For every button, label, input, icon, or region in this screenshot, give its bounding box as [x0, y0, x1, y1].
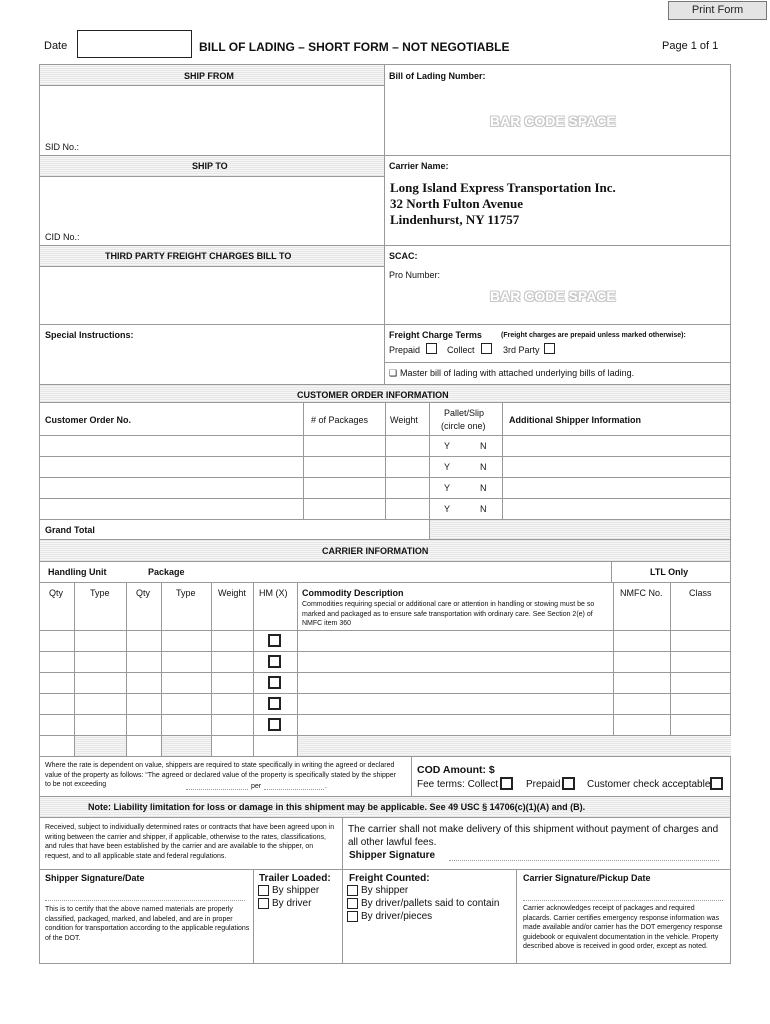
date-input[interactable]: [77, 30, 192, 58]
col-commodity: Commodity Description: [302, 588, 404, 598]
hm-checkbox[interactable]: [268, 718, 281, 731]
trailer-by-shipper-label: By shipper: [272, 885, 320, 896]
freight-counted-label: Freight Counted:: [349, 873, 430, 884]
carrier-signature-label: Carrier Signature/Pickup Date: [523, 873, 651, 883]
freight-terms-label: Freight Charge Terms: [389, 330, 482, 340]
carrier-acknowledgement: Carrier acknowledges receipt of packages and required placards. Carrier certifies emergency response information was made available and/or carrier has the DOT emergency response guidebook or equivalent documentation in the vehicle. Property described above is received in good order, except as noted.: [523, 905, 723, 950]
pallet-yes[interactable]: Y: [444, 441, 451, 451]
third-party-label: 3rd Party: [503, 345, 540, 355]
collect-label: Collect: [447, 345, 475, 355]
table-row[interactable]: [40, 457, 730, 477]
trailer-by-driver-checkbox[interactable]: [258, 898, 269, 909]
customer-check-checkbox[interactable]: [710, 777, 723, 790]
shipper-signature-label: Shipper Signature: [349, 850, 436, 861]
hm-checkbox[interactable]: [268, 634, 281, 647]
third-party-heading: THIRD PARTY FREIGHT CHARGES BILL TO: [105, 251, 292, 261]
col-type-2: Type: [176, 588, 196, 598]
col-qty-2: Qty: [136, 588, 151, 598]
table-row[interactable]: [40, 436, 730, 456]
col-customer-order-no: Customer Order No.: [45, 415, 132, 425]
fee-prepaid-checkbox[interactable]: [562, 777, 575, 790]
counted-by-shipper-checkbox[interactable]: [347, 885, 358, 896]
page-number: Page 1 of 1: [662, 40, 719, 52]
ship-to-heading: SHIP TO: [192, 161, 228, 171]
ship-to-field[interactable]: [40, 177, 384, 227]
pallet-yes[interactable]: Y: [444, 483, 451, 493]
date-label: Date: [44, 40, 68, 52]
hm-checkbox[interactable]: [268, 697, 281, 710]
master-bol-checkbox[interactable]: ❑: [389, 368, 398, 378]
col-qty-1: Qty: [49, 588, 64, 598]
shipper-signature-date-label: Shipper Signature/Date: [45, 873, 145, 883]
trailer-loaded-label: Trailer Loaded:: [259, 873, 331, 884]
trailer-by-shipper-checkbox[interactable]: [258, 885, 269, 896]
col-weight: Weight: [390, 415, 418, 425]
shipper-certification: This is to certify that the above named materials are properly classified, packaged, marked, and labeled, and are in proper condition for transportation according to the applicable regulations of the DOT.: [45, 906, 250, 942]
hm-checkbox[interactable]: [268, 676, 281, 689]
fee-prepaid-label: Prepaid: [526, 779, 561, 790]
counted-by-driver-pieces-label: By driver/pieces: [361, 911, 433, 922]
carrier-city: Lindenhurst, NY 11757: [390, 212, 520, 227]
counted-by-driver-pallets-checkbox[interactable]: [347, 898, 358, 909]
table-row[interactable]: [40, 478, 730, 498]
third-party-field[interactable]: [40, 267, 384, 322]
col-weight: Weight: [218, 588, 246, 598]
col-circle-one: (circle one): [441, 421, 486, 431]
liability-note: Note: Liability limitation for loss or damage in this shipment may be applicable. See 49 USC § 14706(c)(1)(A) and (B).: [88, 802, 586, 812]
valuation-text: Where the rate is dependent on value, shippers are required to state specifically in writing the agreed or declared value of the property as follows: “The agreed or declared value of the property is specifically stated by the shipper to be not exceeding: [45, 762, 396, 788]
pallet-no[interactable]: N: [480, 462, 487, 472]
prepaid-checkbox[interactable]: [426, 343, 437, 354]
pro-bar-code-space: BAR CODE SPACE: [490, 288, 616, 304]
col-pallet-slip: Pallet/Slip: [444, 408, 485, 418]
pallet-yes[interactable]: Y: [444, 462, 451, 472]
cod-amount-label: COD Amount: $: [417, 764, 495, 776]
shipper-signature-date-field[interactable]: [45, 886, 245, 900]
bar-code-space: BAR CODE SPACE: [490, 113, 616, 129]
handling-unit-header: Handling Unit: [48, 567, 107, 577]
document-title: BILL OF LADING – SHORT FORM – NOT NEGOTIABLE: [199, 40, 510, 54]
third-party-checkbox[interactable]: [544, 343, 555, 354]
prepaid-label: Prepaid: [389, 345, 421, 355]
col-nmfc: NMFC No.: [620, 588, 663, 598]
table-row[interactable]: [40, 499, 730, 519]
special-instructions-field[interactable]: [40, 342, 384, 384]
shipper-signature-field[interactable]: [449, 846, 719, 860]
carrier-name-label: Carrier Name:: [389, 161, 449, 171]
counted-by-shipper-label: By shipper: [361, 885, 409, 896]
col-hm: HM (X): [259, 588, 288, 598]
bol-number-label: Bill of Lading Number:: [389, 71, 486, 81]
pallet-yes[interactable]: Y: [444, 504, 451, 514]
cid-label: CID No.:: [45, 232, 80, 242]
hm-checkbox[interactable]: [268, 655, 281, 668]
ltl-only-header: LTL Only: [650, 567, 689, 577]
carrier-street: 32 North Fulton Avenue: [390, 196, 524, 211]
pallet-no[interactable]: N: [480, 441, 487, 451]
fee-collect-checkbox[interactable]: [500, 777, 513, 790]
commodity-note: Commodities requiring special or additional care or attention in handling or stowing must be so marked and packaged as to ensure safe transportation with ordinary care. See Section 2(e) of NMFC item 360: [302, 601, 595, 627]
master-bol-text: Master bill of lading with attached underlying bills of lading.: [400, 368, 635, 378]
col-type-1: Type: [90, 588, 110, 598]
col-packages: # of Packages: [311, 415, 369, 425]
customer-order-heading: CUSTOMER ORDER INFORMATION: [297, 390, 449, 400]
freight-terms-note: (Freight charges are prepaid unless marked otherwise):: [501, 332, 686, 339]
valuation-period: .: [325, 783, 327, 790]
ship-from-field[interactable]: [40, 86, 384, 138]
sid-label: SID No.:: [45, 142, 80, 152]
col-class: Class: [689, 588, 712, 598]
valuation-per: per: [251, 783, 262, 790]
scac-label: SCAC:: [389, 251, 418, 261]
grand-total-label: Grand Total: [45, 525, 95, 535]
customer-check-label: Customer check acceptable: [587, 779, 711, 790]
carrier-name: Long Island Express Transportation Inc.: [390, 180, 616, 195]
no-delivery-text: The carrier shall not make delivery of this shipment without payment of charges and all other lawful fees.: [348, 824, 719, 848]
counted-by-driver-pallets-label: By driver/pallets said to contain: [361, 898, 500, 909]
fee-terms-label: Fee terms: Collect: [417, 779, 499, 790]
package-header: Package: [148, 567, 185, 577]
bol-number-field[interactable]: [490, 68, 720, 84]
special-instructions-label: Special Instructions:: [45, 330, 134, 340]
col-additional-info: Additional Shipper Information: [509, 415, 641, 425]
counted-by-driver-pieces-checkbox[interactable]: [347, 911, 358, 922]
carrier-signature-field[interactable]: [523, 886, 723, 900]
pallet-no[interactable]: N: [480, 483, 487, 493]
pro-number-label: Pro Number:: [389, 270, 441, 280]
carrier-info-heading: CARRIER INFORMATION: [322, 546, 429, 556]
ship-from-heading: SHIP FROM: [184, 71, 234, 81]
collect-checkbox[interactable]: [481, 343, 492, 354]
print-form-button[interactable]: Print Form: [668, 1, 767, 20]
pallet-no[interactable]: N: [480, 504, 487, 514]
received-text: Received, subject to individually determined rates or contracts that have been agreed upon in writing between the carrier and shipper, if applicable, otherwise to the rates, classifications, and rules that have been established by the carrier and are available to the shipper, on request, and to all applicable state and federal regulations.: [45, 824, 335, 860]
trailer-by-driver-label: By driver: [272, 898, 312, 909]
